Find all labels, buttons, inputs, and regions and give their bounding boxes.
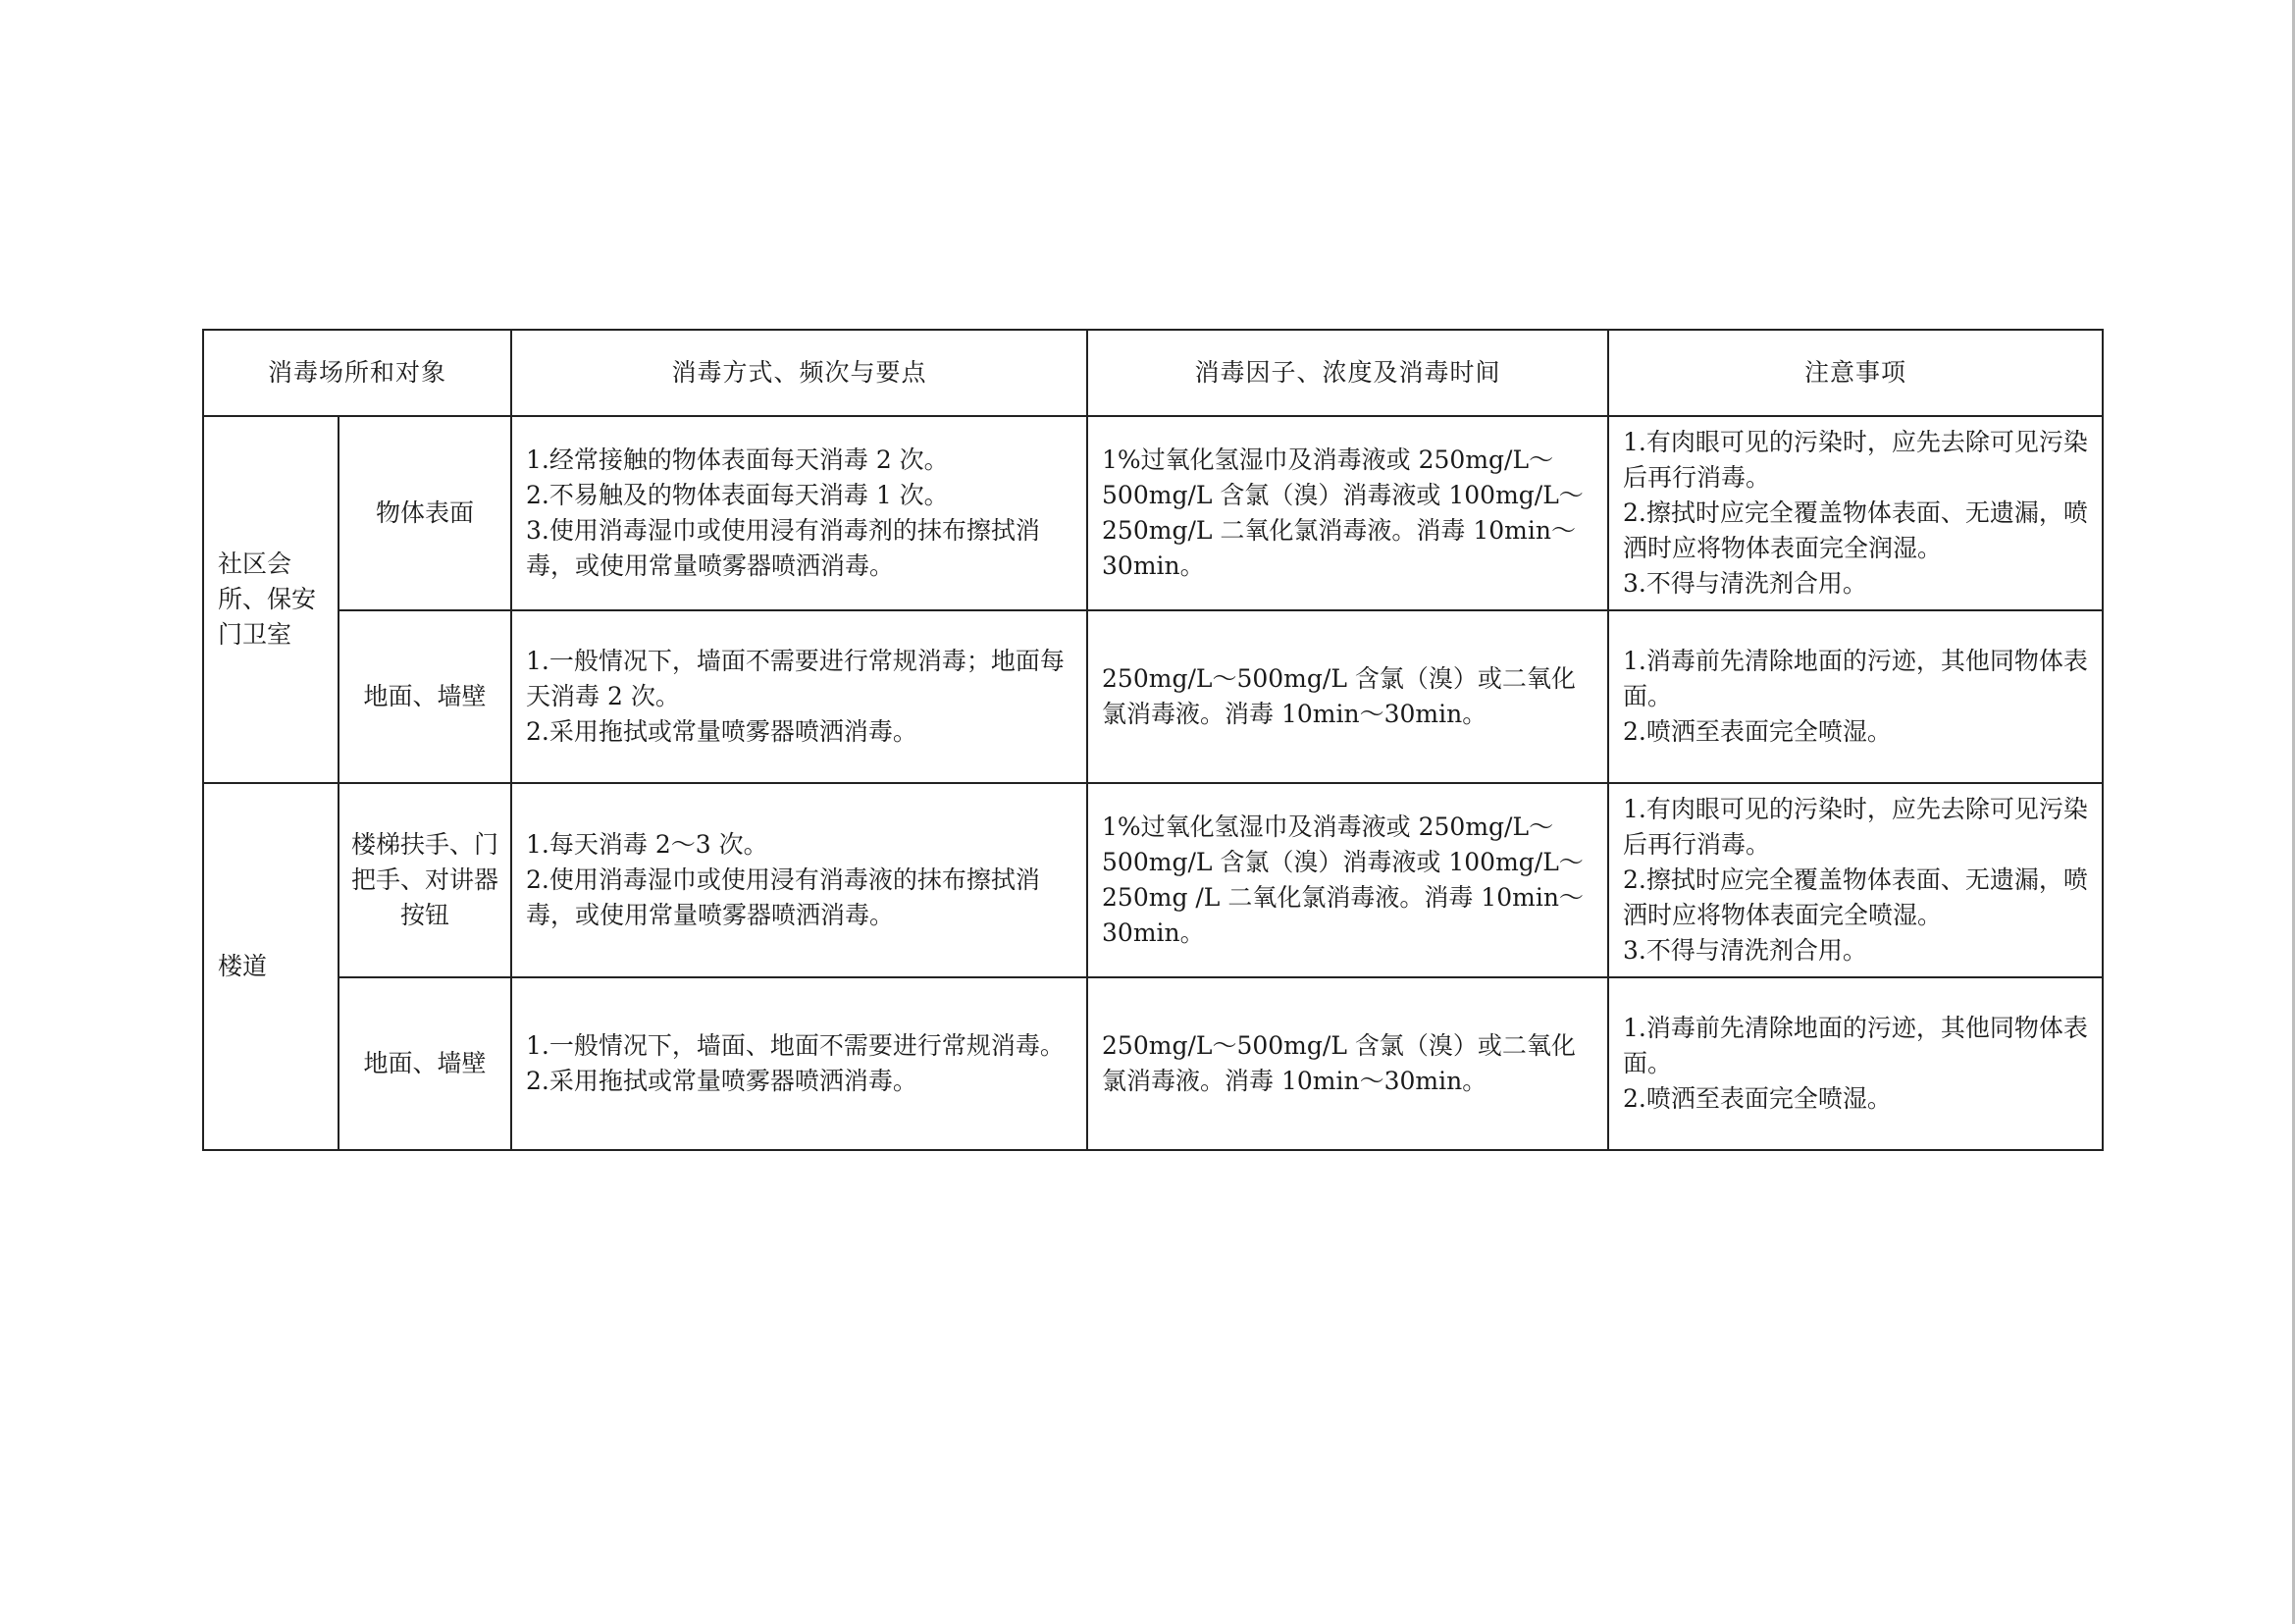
factor-cell: 1%过氧化氢湿巾及消毒液或 250mg/L～500mg/L 含氯（溴）消毒液或 100mg/L～250mg/L 二氧化氯消毒液。消毒 10min～30min。 bbox=[1087, 416, 1608, 610]
note-line: 1.消毒前先清除地面的污迹，其他同物体表面。 bbox=[1623, 1014, 2088, 1077]
object-cell: 地面、墙壁 bbox=[339, 977, 511, 1150]
method-line: 1.一般情况下，墙面、地面不需要进行常规消毒。 bbox=[526, 1031, 1065, 1060]
method-line: 2.采用拖拭或常量喷雾器喷洒消毒。 bbox=[526, 1067, 917, 1095]
method-line: 3.使用消毒湿巾或使用浸有消毒剂的抹布擦拭消毒，或使用常量喷雾器喷洒消毒。 bbox=[526, 516, 1040, 580]
object-cell: 地面、墙壁 bbox=[339, 610, 511, 783]
object-cell: 物体表面 bbox=[339, 416, 511, 610]
note-line: 2.喷洒至表面完全喷湿。 bbox=[1623, 717, 1892, 746]
notes-cell bbox=[1608, 783, 2103, 977]
note-line: 1.有肉眼可见的污染时，应先去除可见污染后再行消毒。 bbox=[1623, 795, 2088, 859]
header-place-object: 消毒场所和对象 bbox=[203, 330, 511, 416]
note-line: 1.消毒前先清除地面的污迹，其他同物体表面。 bbox=[1623, 647, 2088, 710]
notes-cell bbox=[1608, 416, 2103, 610]
method-line: 1.一般情况下，墙面不需要进行常规消毒；地面每天消毒 2 次。 bbox=[526, 647, 1065, 710]
disinfection-table bbox=[202, 329, 2104, 1151]
table-row bbox=[203, 977, 2103, 1150]
factor-cell: 1%过氧化氢湿巾及消毒液或 250mg/L～500mg/L 含氯（溴）消毒液或 100mg/L～250mg /L 二氧化氯消毒液。消毒 10min～30min。 bbox=[1087, 783, 1608, 977]
note-line: 2.擦拭时应完全覆盖物体表面、无遗漏，喷洒时应将物体表面完全喷湿。 bbox=[1623, 865, 2088, 929]
notes-cell bbox=[1608, 977, 2103, 1150]
place-cell-community-club: 社区会所、保安门卫室 bbox=[203, 416, 339, 783]
table-row bbox=[203, 783, 2103, 977]
method-cell bbox=[511, 416, 1087, 610]
factor-cell: 250mg/L～500mg/L 含氯（溴）或二氧化氯消毒液。消毒 10min～30min。 bbox=[1087, 610, 1608, 783]
note-line: 3.不得与清洗剂合用。 bbox=[1623, 569, 1867, 598]
method-line: 1.每天消毒 2～3 次。 bbox=[526, 830, 768, 859]
header-method: 消毒方式、频次与要点 bbox=[511, 330, 1087, 416]
note-line: 2.擦拭时应完全覆盖物体表面、无遗漏，喷洒时应将物体表面完全润湿。 bbox=[1623, 498, 2088, 562]
method-cell bbox=[511, 610, 1087, 783]
method-line: 1.经常接触的物体表面每天消毒 2 次。 bbox=[526, 445, 949, 474]
header-notes: 注意事项 bbox=[1608, 330, 2103, 416]
table-row bbox=[203, 610, 2103, 783]
method-line: 2.不易触及的物体表面每天消毒 1 次。 bbox=[526, 481, 949, 509]
object-cell: 楼梯扶手、门把手、对讲器按钮 bbox=[339, 783, 511, 977]
header-factor: 消毒因子、浓度及消毒时间 bbox=[1087, 330, 1608, 416]
notes-cell bbox=[1608, 610, 2103, 783]
method-cell bbox=[511, 783, 1087, 977]
table-row bbox=[203, 416, 2103, 610]
note-line: 1.有肉眼可见的污染时，应先去除可见污染后再行消毒。 bbox=[1623, 428, 2088, 492]
factor-cell: 250mg/L～500mg/L 含氯（溴）或二氧化氯消毒液。消毒 10min～30min。 bbox=[1087, 977, 1608, 1150]
method-line: 2.采用拖拭或常量喷雾器喷洒消毒。 bbox=[526, 717, 917, 746]
note-line: 3.不得与清洗剂合用。 bbox=[1623, 936, 1867, 965]
place-cell-corridor: 楼道 bbox=[203, 783, 339, 1150]
table-header-row bbox=[203, 330, 2103, 416]
method-cell bbox=[511, 977, 1087, 1150]
method-line: 2.使用消毒湿巾或使用浸有消毒液的抹布擦拭消毒，或使用常量喷雾器喷洒消毒。 bbox=[526, 865, 1040, 929]
note-line: 2.喷洒至表面完全喷湿。 bbox=[1623, 1084, 1892, 1113]
